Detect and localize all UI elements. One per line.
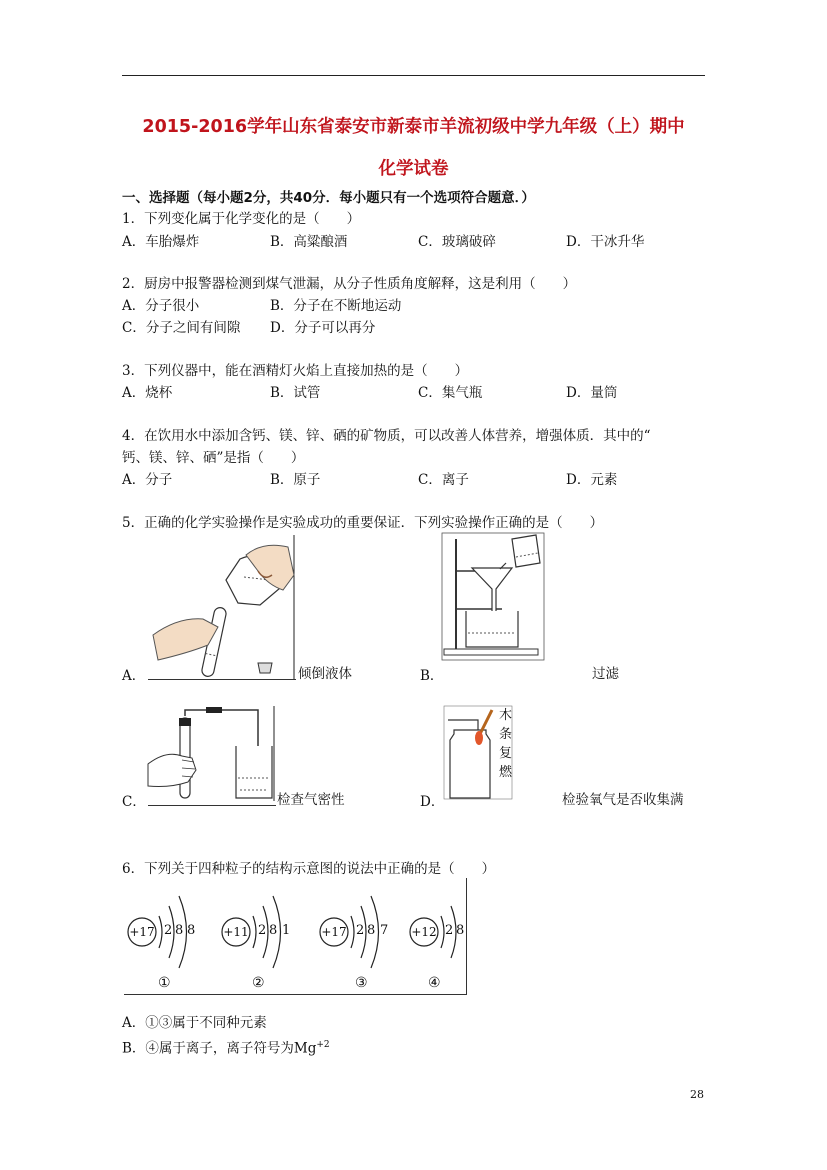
q5-option-a-caption: 倾倒液体 (298, 666, 352, 682)
atom-4-shell-2: 8 (456, 923, 465, 938)
atom-2-shell-3: 1 (282, 923, 291, 938)
atom-1-shell-3: 8 (187, 923, 196, 938)
header-rule (122, 75, 705, 76)
question-4-stem-line2: 钙、镁、锌、硒”是指（ ） (122, 450, 305, 466)
atom-4-label: ④ (428, 975, 441, 991)
atom-2-label: ② (252, 975, 265, 991)
q5-option-b-caption: 过滤 (592, 666, 619, 682)
question-5-stem: 5．正确的化学实验操作是实验成功的重要保证．下列实验操作正确的是（ ） (122, 515, 604, 531)
option-a-underline (148, 679, 296, 680)
atom-1-nucleus: +17 (129, 925, 155, 939)
pouring-liquid-image (148, 535, 296, 680)
atom-4-nucleus: +12 (411, 925, 437, 939)
splint-label-char-4: 燃 (499, 765, 513, 780)
q4-option-d: D．元素 (566, 472, 618, 488)
airtightness-check-image (148, 706, 276, 801)
q1-option-a: A．车胎爆炸 (122, 234, 200, 250)
q3-option-a: A．烧杯 (122, 385, 173, 401)
q5-option-c-caption: 检查气密性 (277, 792, 345, 808)
page-subtitle: 化学试卷 (378, 159, 449, 179)
q4-option-c: C．离子 (418, 472, 469, 488)
splint-label-char-1: 木 (499, 708, 513, 723)
splint-label-char-2: 条 (499, 727, 513, 742)
atom-3-shell-2: 8 (367, 923, 376, 938)
question-3-stem: 3．下列仪器中，能在酒精灯火焰上直接加热的是（ ） (122, 363, 469, 379)
atom-1-label: ① (158, 975, 171, 991)
splint-relight-label (499, 706, 513, 782)
page-title: 2015-2016学年山东省泰安市新泰市羊流初级中学九年级（上）期中 (142, 117, 685, 137)
atom-4-shell-1: 2 (445, 923, 454, 938)
atom-1-shell-2: 8 (175, 923, 184, 938)
ion-charge: +2 (316, 1040, 330, 1050)
atomic-structure-diagrams (124, 878, 468, 996)
option-c-underline (148, 805, 276, 806)
atom-3-label: ③ (355, 975, 368, 991)
ion-symbol: Mg (293, 1040, 317, 1057)
atom-2-shell-2: 8 (269, 923, 278, 938)
page-number: 28 (690, 1088, 704, 1101)
q2-option-a: A．分子很小 (122, 298, 200, 314)
section-heading: 一、选择题（每小题2分，共40分．每小题只有一个选项符合题意．） (122, 190, 535, 206)
atom-2-nucleus: +11 (223, 925, 249, 939)
splint-label-char-3: 复 (499, 746, 513, 761)
q1-option-b: B．高粱酿酒 (270, 234, 348, 250)
q3-option-d: D．量筒 (566, 385, 618, 401)
q2-option-c: C．分子之间有间隙 (122, 320, 241, 336)
q1-option-d: D．干冰升华 (566, 234, 645, 250)
q6-option-a: A．①③属于不同种元素 (122, 1015, 267, 1031)
filtration-image (442, 533, 546, 661)
question-4-stem-line1: 4．在饮用水中添加含钙、镁、锌、硒的矿物质，可以改善人体营养，增强体质．其中的“ (122, 428, 651, 444)
q3-option-b: B．试管 (270, 385, 321, 401)
q5-option-b-letter: B． (420, 668, 444, 684)
q2-option-b: B．分子在不断地运动 (270, 298, 402, 314)
atom-3-shell-3: 7 (380, 923, 389, 938)
q5-option-d-caption: 检验氧气是否收集满 (562, 792, 684, 808)
q2-option-d: D．分子可以再分 (270, 320, 376, 336)
q5-option-a-letter: A． (122, 668, 146, 684)
q1-option-c: C．玻璃破碎 (418, 234, 496, 250)
question-2-stem: 2．厨房中报警器检测到煤气泄漏，从分子性质角度解释，这是利用（ ） (122, 276, 577, 292)
q5-option-c-letter: C． (122, 794, 146, 810)
atom-3-shell-1: 2 (356, 923, 365, 938)
q6-option-b (122, 1036, 330, 1058)
q3-option-c: C．集气瓶 (418, 385, 483, 401)
q5-option-d-letter: D． (420, 794, 445, 810)
question-6-stem: 6．下列关于四种粒子的结构示意图的说法中正确的是（ ） (122, 861, 496, 877)
atom-2-shell-1: 2 (258, 923, 267, 938)
question-1-stem: 1．下列变化属于化学变化的是（ ） (122, 211, 361, 227)
q4-option-a: A．分子 (122, 472, 173, 488)
q4-option-b: B．原子 (270, 472, 321, 488)
q6-option-b-text: B．④属于离子，离子符号为 (122, 1040, 294, 1057)
atom-3-nucleus: +17 (321, 925, 347, 939)
atom-1-shell-1: 2 (164, 923, 173, 938)
